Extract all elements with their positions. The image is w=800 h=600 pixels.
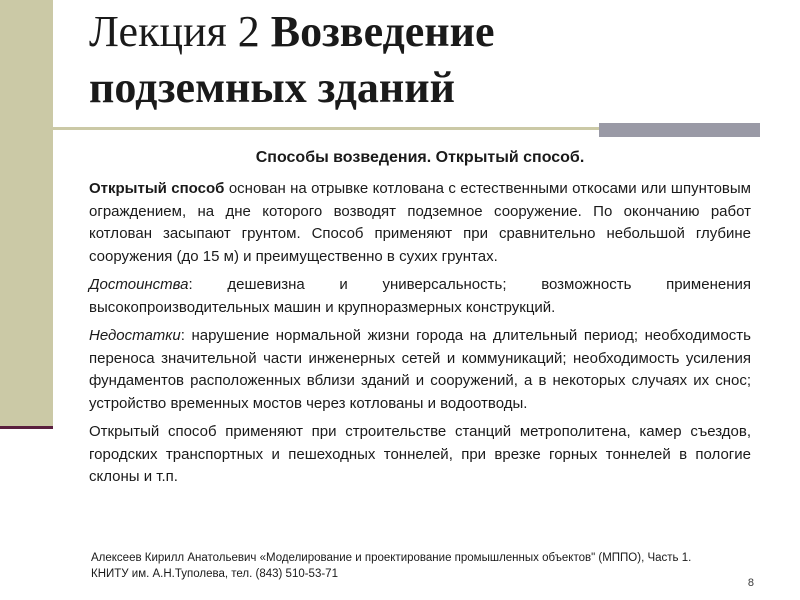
left-decorative-band (0, 0, 53, 426)
footer-author (91, 550, 751, 582)
paragraph-applications (89, 421, 751, 489)
slide-subtitle: Способы возведения. Открытый способ. (255, 149, 585, 166)
text-applications: Открытый способ применяют при строительстве станций метрополитена, камер съездов, городских транспортных и пешеходных тоннелей, при врезке горных тоннелей в пологие склоны и т.п. (89, 423, 751, 485)
paragraph-open-method (89, 178, 751, 268)
footer-line-2: КНИТУ им. А.Н.Туполева, тел. (843) 510-53-71 (91, 568, 338, 580)
title-rule-accent-block (599, 123, 760, 137)
footer-line-1: Алексеев Кирилл Анатольевич «Моделирование и проектирование промышленных объектов" (МППО), Часть 1. (91, 552, 692, 564)
slide-body (89, 178, 751, 495)
title-underline-rule (33, 127, 599, 130)
paragraph-disadvantages (89, 325, 751, 415)
title-bold-line2: подземных зданий (89, 63, 455, 112)
term-open-method: Открытый способ (89, 180, 225, 197)
text-disadvantages: : нарушение нормальной жизни города на длительный период; необходимость переноса значительной части инженерных сетей и коммуникаций; необходимость усиления фундаментов расположенных вблизи зданий и сооружений, а в некоторых случаях их снос; устройство временных мостов через котлованы и водоотводы. (89, 327, 751, 412)
paragraph-advantages (89, 274, 751, 319)
left-band-edge (0, 426, 53, 429)
term-disadvantages: Недостатки (89, 327, 181, 344)
text-open-method: основан на отрывке котлована с естественными откосами или шпунтовым ограждением, на дне которого возводят подземное сооружение. По окончанию работ котлован засыпают грунтом. Способ применяют при сравнительно небольшой глубине сооружения (до 15 м) и преимущественно в сухих грунтах. (89, 180, 751, 265)
title-lecture-number: Лекция 2 (89, 7, 271, 56)
text-advantages: : дешевизна и универсальность; возможность применения высокопроизводительных машин и крупноразмерных конструкций. (89, 276, 751, 316)
slide-title (89, 4, 789, 116)
title-bold-line1: Возведение (270, 7, 495, 56)
term-advantages: Достоинства (89, 276, 189, 293)
page-number: 8 (747, 577, 754, 589)
